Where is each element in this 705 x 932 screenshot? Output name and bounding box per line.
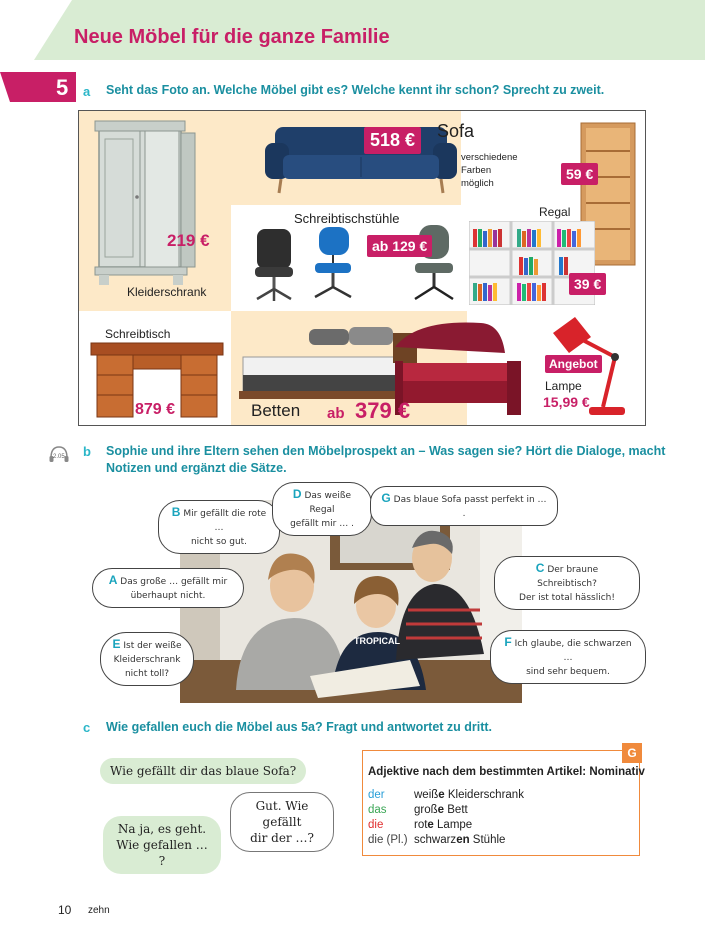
task-b-line: Sophie und ihre Eltern sehen den Möbelprospekt an – Was sagen sie? Hört die Dialoge, macht: [106, 444, 666, 458]
sofa-note-line: Farben: [461, 165, 492, 176]
shirt-print: TROPICAL: [354, 636, 400, 646]
bubble-b: [158, 500, 280, 554]
wardrobe-price: 219 €: [167, 231, 210, 250]
task-c-instruction: Wie gefallen euch die Möbel aus 5a? Fragt und antwortet zu dritt.: [106, 720, 493, 734]
bubble-text: Der ist total hässlich!: [519, 593, 615, 603]
dialogue-answer-2: [103, 816, 221, 874]
exercise-number: 5: [56, 75, 69, 100]
grammar-article: die: [368, 819, 384, 831]
bubble-text: nicht toll?: [124, 669, 170, 679]
bubble-letter: E: [112, 637, 121, 651]
page-number: 10: [58, 903, 72, 917]
grammar-phrase: [414, 804, 468, 816]
sofa-note-line: verschiedene: [461, 152, 518, 163]
bookshelf-price: 39 €: [569, 273, 606, 295]
bubble-text: Mir gefällt die rote …: [183, 509, 267, 533]
task-a-instruction: Seht das Foto an. Welche Möbel gibt es? Welche kennt ihr schon? Sprecht zu zweit.: [106, 83, 605, 97]
bubble-text: Der braune Schreibtisch?: [537, 565, 599, 589]
bubble-text: gefällt mir … .: [290, 519, 354, 529]
grammar-phrase: [414, 789, 524, 801]
furniture-catalog: [78, 110, 646, 426]
adjective-ending: e: [427, 819, 434, 831]
bubble-text: nicht so gut.: [190, 537, 248, 547]
adjective-stem: groß: [414, 804, 438, 816]
sofa-image: [265, 121, 461, 197]
bubble-letter: C: [535, 561, 545, 575]
noun: Bett: [444, 804, 468, 816]
bubble-text: Kleiderschrank: [113, 655, 181, 665]
task-a-letter: a: [83, 84, 91, 99]
sofa-price: 518 €: [364, 127, 421, 154]
adjective-ending: en: [456, 834, 470, 846]
sofa-note: [461, 151, 518, 190]
bubble-f: [490, 630, 646, 684]
sofa-note-line: möglich: [461, 178, 494, 189]
chairs-label: Schreibtischstühle: [294, 211, 400, 226]
bubble-letter: G: [381, 491, 391, 505]
bubble-text: Ist der weiße: [123, 641, 182, 651]
chairs-price: ab 129 €: [367, 235, 432, 257]
bubble-letter: B: [171, 505, 181, 519]
shelf-label: Regal: [539, 205, 571, 219]
grammar-tag: G: [622, 743, 642, 763]
bubble-a: [92, 568, 244, 608]
page-number-word: zehn: [88, 905, 110, 916]
desk-label: Schreibtisch: [105, 327, 171, 341]
grammar-article: das: [368, 804, 387, 816]
bubble-text: überhaupt nicht.: [130, 591, 206, 601]
adjective-ending: e: [438, 789, 445, 801]
bubble-text: Das blaue Sofa passt perfekt in … .: [393, 495, 547, 519]
bubble-letter: D: [292, 487, 302, 501]
bubble-g: [370, 486, 558, 526]
task-b-letter: b: [83, 444, 91, 459]
desk-price: 879 €: [135, 401, 176, 418]
bubble-c: [494, 556, 640, 610]
office-chairs-image: [245, 223, 465, 309]
grammar-title: Adjektive nach dem bestimmten Artikel: Nominativ: [368, 766, 645, 778]
lamp-offer-badge: Angebot: [545, 355, 602, 373]
grammar-article: der: [368, 789, 385, 801]
bubble-text: Das weiße Regal: [304, 491, 352, 515]
task-b-line: Notizen und ergänzt die Sätze.: [106, 461, 287, 475]
audio-track: 2.05: [53, 454, 65, 460]
wardrobe-image: [93, 117, 203, 287]
dialogue-question: Wie gefällt dir das blaue Sofa?: [100, 758, 306, 784]
bubble-e: [100, 632, 194, 686]
beds-price: 379 €: [355, 398, 411, 423]
sofa-label: Sofa: [437, 121, 475, 141]
noun: Kleiderschrank: [444, 789, 524, 801]
tall-shelf-price: 59 €: [561, 163, 598, 185]
adjective-stem: rot: [414, 819, 428, 831]
bubble-d: [272, 482, 372, 536]
dialogue-line: dir der …?: [250, 831, 314, 845]
dialogue-answer-1: [230, 792, 334, 852]
task-c-letter: c: [83, 720, 91, 735]
grammar-article: die (Pl.): [368, 834, 408, 846]
task-b-instruction: [106, 443, 665, 477]
beds-price-prefix: ab: [327, 405, 345, 422]
grammar-phrase: [414, 819, 472, 831]
bubble-text: Ich glaube, die schwarzen …: [514, 639, 632, 663]
dialogue-line: Wie gefallen … ?: [116, 838, 208, 868]
bubble-text: sind sehr bequem.: [526, 667, 610, 677]
dialogue-line: Na ja, es geht.: [117, 822, 207, 836]
beds-label: Betten: [251, 401, 301, 420]
lamp-price: 15,99 €: [543, 394, 590, 410]
bubble-letter: F: [504, 635, 512, 649]
wardrobe-label: Kleiderschrank: [127, 285, 207, 299]
noun: Lampe: [433, 819, 473, 831]
adjective-stem: weiß: [414, 789, 439, 801]
page-title: Neue Möbel für die ganze Familie: [74, 26, 390, 48]
adjective-ending: e: [437, 804, 445, 816]
adjective-stem: schwarz: [414, 834, 457, 846]
grammar-phrase: [414, 834, 505, 846]
bubble-letter: A: [108, 573, 118, 587]
noun: Stühle: [469, 834, 506, 846]
lamp-label: Lampe: [545, 379, 582, 393]
bubble-text: Das große … gefällt mir: [120, 577, 228, 587]
dialogue-line: Gut. Wie gefällt: [255, 799, 309, 829]
